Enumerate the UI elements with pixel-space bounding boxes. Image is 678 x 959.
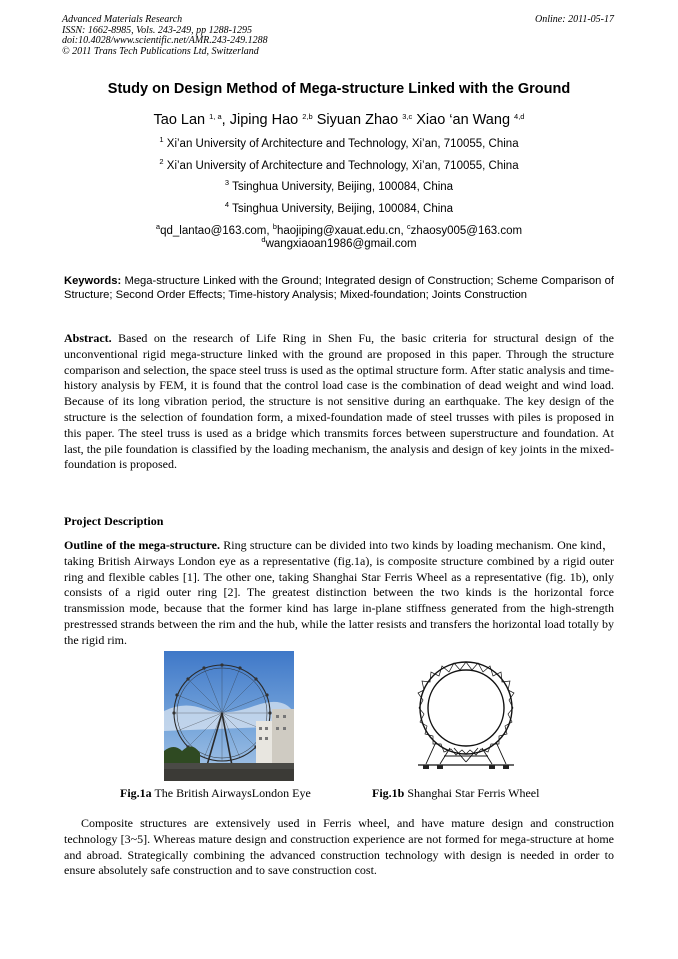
author-marker: 4,d bbox=[514, 112, 525, 121]
author-marker: 1, a bbox=[209, 112, 222, 121]
keywords bbox=[64, 275, 614, 303]
email-marker: c bbox=[406, 222, 411, 231]
affiliation-marker: 2 bbox=[159, 157, 164, 166]
affiliation-marker: 3 bbox=[224, 178, 230, 187]
abstract-label: Abstract. bbox=[64, 331, 112, 345]
author-name: Siyuan Zhao bbox=[316, 112, 399, 128]
affiliation-text: Xi’an University of Architecture and Technology, Xi’an, 710055, China bbox=[166, 138, 519, 150]
figure-label: Fig.1b bbox=[372, 786, 405, 800]
abstract bbox=[64, 331, 614, 473]
copyright-line: © 2011 Trans Tech Publications Ltd, Switzerland bbox=[62, 45, 259, 57]
star-wheel-drawing bbox=[414, 656, 518, 772]
author-name: Xiao ‘an Wang bbox=[416, 112, 511, 128]
figure-caption-1b bbox=[372, 786, 539, 801]
figure-label: Fig.1a bbox=[120, 786, 152, 800]
figure-caption-text: The British AirwaysLondon Eye bbox=[151, 786, 311, 800]
keywords-label: Keywords: bbox=[64, 275, 122, 287]
affiliation bbox=[0, 178, 678, 193]
affiliation bbox=[0, 135, 678, 150]
email-address[interactable]: haojiping@xauat.edu.cn, bbox=[276, 225, 407, 237]
outline-paragraph bbox=[64, 538, 614, 649]
email-marker: d bbox=[261, 235, 266, 244]
affiliation bbox=[0, 200, 678, 215]
email-address[interactable]: qd_lantao@163.com, bbox=[160, 225, 273, 237]
issn-line: ISSN: 1662-8985, Vols. 243-249, pp 1288-1295 bbox=[62, 24, 252, 36]
author-marker: 2,b bbox=[302, 112, 313, 121]
email-marker: b bbox=[272, 222, 277, 231]
author-name: Jiping Hao bbox=[229, 112, 299, 128]
email-address[interactable]: zhaosy005@163.com bbox=[410, 225, 523, 237]
doi-line[interactable]: doi:10.4028/www.scientific.net/AMR.243-249.1288 bbox=[62, 35, 268, 47]
outline-text: Ring structure can be divided into two kinds by loading mechanism. One kind，taking British Airways London eye as a representative (fig.1a), is composite structure combined by a rigid outer ring and flexible cables [1]. The other one, taking Shanghai Star Ferris Wheel as a representative (fig. 1b), only consists of a rigid outer ring [2]. The greatest distinction between the two kinds is the horizontal force transmission mode, because that the former kind has large in-plane stiffness generated from the high-strength prestressed strands between the rim and the hub, while the latter resists and transfers the horizontal load totally by the rigid rim. bbox=[64, 538, 615, 647]
keywords-text: Mega-structure Linked with the Ground; Integrated design of Construction; Scheme Comparison of Structure; Second Order Effects; Time-history Analysis; Mixed-foundation; Joints Construction bbox=[64, 275, 614, 301]
london-eye-photo bbox=[164, 651, 294, 781]
email-line bbox=[0, 222, 678, 237]
abstract-text: Based on the research of Life Ring in Shen Fu, the basic criteria for structural design of the unconventional rigid mega-structure linked with the ground are proposed in this paper. Through the structure comparison and selection, the space steel truss is used as the optimal structure form. After static analysis and time-history analysis by FEM, it is found that the control load case is the combination of dead weight and wind load. Because of its long vibration period, the structure is not sensitive during an earthquake. The key design of the structure is the selection of foundation form, a mixed-foundation made of steel trusses with piles is proposed in this paper. The steel truss is used as a bridge which transmits forces between superstructure and foundation. At last, the pile foundation is classified by the loading mechanism, the analysis and design of key joints in the mixed-foundation is proposed. bbox=[64, 331, 614, 472]
outline-label: Outline of the mega-structure. bbox=[64, 538, 220, 552]
affiliation bbox=[0, 157, 678, 172]
email-line bbox=[0, 235, 678, 250]
journal-header bbox=[62, 15, 618, 57]
figure-caption-1a bbox=[120, 786, 311, 801]
journal-name: Advanced Materials Research bbox=[62, 14, 183, 25]
affiliation-text: Xi’an University of Architecture and Technology, Xi’an, 710055, China bbox=[166, 160, 519, 172]
figure-caption-text: Shanghai Star Ferris Wheel bbox=[404, 786, 540, 800]
email-marker: a bbox=[155, 222, 161, 231]
author-name: Tao Lan bbox=[153, 112, 206, 128]
affiliation-marker: 4 bbox=[224, 200, 230, 209]
author-marker: 3,c bbox=[402, 112, 413, 121]
affiliation-text: Tsinghua University, Beijing, 100084, China bbox=[232, 203, 454, 215]
affiliation-marker: 1 bbox=[159, 135, 164, 144]
author-list: Tao Lan $^{1, a}$, Jiping Hao $^{2,b}$ Siyuan Zhao $^{3,c}$ Xiao ‘an Wang $^{4,d}$ bbox=[153, 112, 525, 128]
paper-title: Study on Design Method of Mega-structure Linked with the Ground bbox=[107, 81, 571, 97]
section-heading: Project Description bbox=[64, 514, 164, 528]
affiliation-text: Tsinghua University, Beijing, 100084, China bbox=[232, 181, 454, 193]
email-address[interactable]: wangxiaoan1986@gmail.com bbox=[265, 238, 417, 250]
online-date: Online: 2011-05-17 bbox=[535, 14, 614, 25]
closing-paragraph: Composite structures are extensively used in Ferris wheel, and have mature design and construction technology [3~5]. Whereas mature design and construction experience are not formed for mega-structure at home and abroad. Strategically combining the advanced construction technology with design is needed in order to ensure absolutely safe construction and to save construction cost. bbox=[64, 816, 614, 878]
